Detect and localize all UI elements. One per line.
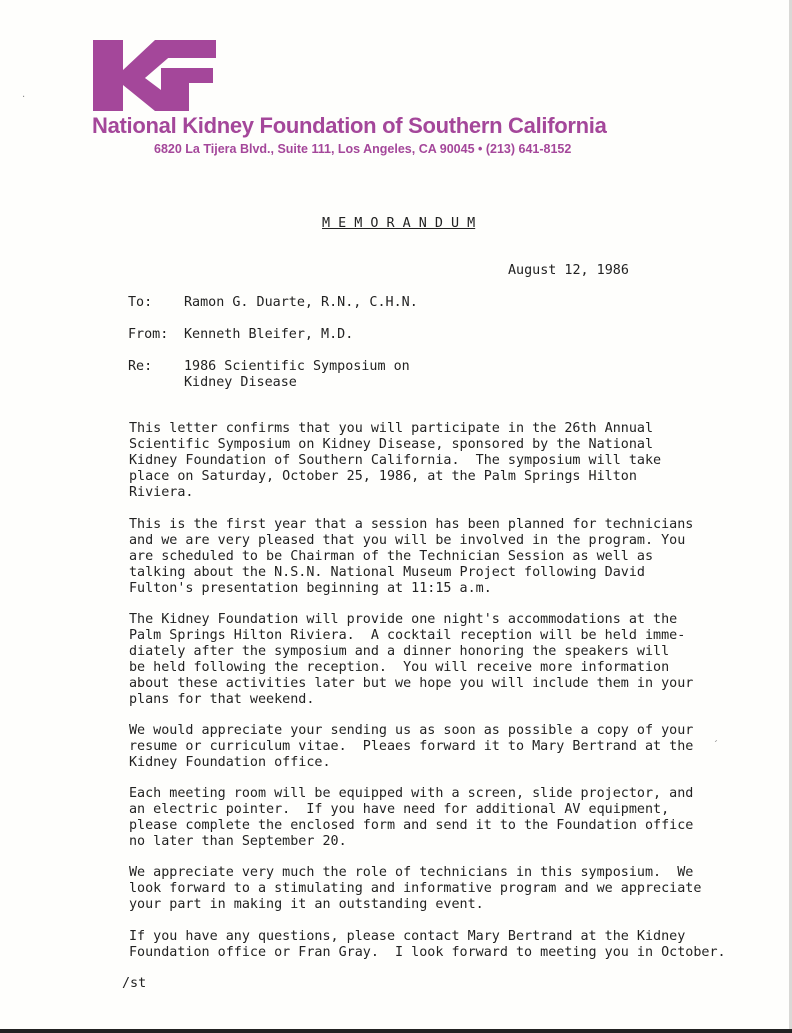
body-paragraph: This letter confirms that you will participate in the 26th Annual Scientific Symposium on Kidney Disease, sponsored by the National Kidney Foundation of Southern California. The symposium will take place on Saturday, October 25, 1986, at the Palm Springs Hilton Riviera. (129, 421, 662, 500)
scan-edge-bottom (0, 1029, 792, 1033)
memo-title: M E M O R A N D U M (322, 216, 476, 231)
re-label: Re: (128, 359, 153, 374)
org-name: National Kidney Foundation of Southern California (92, 113, 607, 138)
scan-speck: · (22, 92, 26, 103)
body-paragraph: If you have any questions, please contact Mary Bertrand at the Kidney Foundation office or Fran Gray. I look forward to meeting you in October. (129, 929, 726, 960)
body-paragraph: We appreciate very much the role of technicians in this symposium. We look forward to a stimulating and informative program and we appreciate your part in making it an outstanding event. (129, 865, 702, 912)
body-paragraph: This is the first year that a session has been planned for technicians and we are very pleased that you will be involved in the program. You are scheduled to be Chairman of the Technician Session as well as talking about the N.S.N. National Museum Project following David Fulton's presentation beginning at 11:15 a.m. (129, 517, 694, 596)
re-value: 1986 Scientific Symposium on Kidney Disease (184, 359, 410, 390)
body-paragraph: Each meeting room will be equipped with a screen, slide projector, and an electric pointer. If you have need for additional AV equipment, please complete the enclosed form and send it to the Foundation office no later than September 20. (129, 786, 694, 849)
body-paragraph: The Kidney Foundation will provide one night's accommodations at the Palm Springs Hilton Riviera. A cocktail reception will be held imme- diately after the symposium and a dinner honoring the speakers will be held following the reception. You will receive more information about these activities later but we hope you will include them in your plans for that weekend. (129, 612, 694, 707)
body-paragraph: We would appreciate your sending us as soon as possible a copy of your resume or curriculum vitae. Pleaes forward it to Mary Bertrand at the Kidney Foundation office. (129, 723, 694, 770)
typist-initials: /st (122, 976, 147, 991)
to-label: To: (128, 295, 153, 310)
kf-logo (93, 40, 216, 111)
to-value: Ramon G. Duarte, R.N., C.H.N. (184, 295, 418, 310)
org-address: 6820 La Tijera Blvd., Suite 111, Los Angeles, CA 90045 • (213) 641-8152 (154, 142, 572, 156)
scan-speck: ˊ (713, 740, 718, 751)
from-label: From: (128, 327, 169, 342)
memo-date: August 12, 1986 (508, 263, 629, 278)
from-value: Kenneth Bleifer, M.D. (184, 327, 354, 342)
